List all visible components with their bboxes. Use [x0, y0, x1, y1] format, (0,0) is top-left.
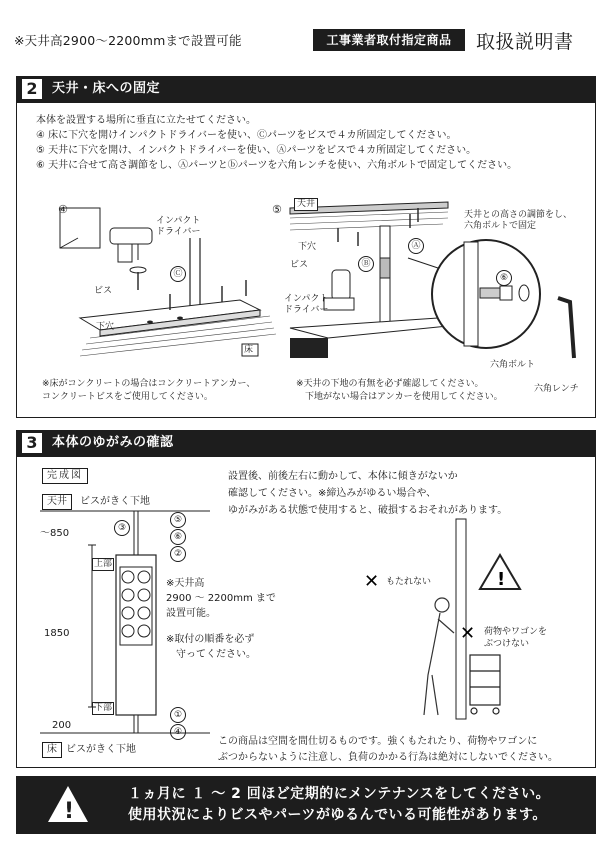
hex-bolt-label: 六角ボルト [490, 360, 536, 370]
fig5-pilot-label: 下穴 [298, 242, 317, 252]
instruction-line: ⑤ 天井に下穴を開け、インパクトドライバーを使い、Ⓐパーツをビスで４カ所固定してください。 [36, 145, 477, 156]
step5-marker: ⑤ [272, 203, 282, 216]
order-note: ※取付の順番を必ず 守ってください。 [166, 634, 256, 660]
hex-wrench-label: 六角レンチ [534, 384, 579, 394]
complete-label: 完成図 [42, 468, 88, 484]
height-range-note: ※天井高2900〜2200mmまで設置可能 [14, 33, 242, 48]
maintenance-text [128, 784, 550, 826]
section2-header [16, 76, 596, 102]
warning-illustration [364, 515, 570, 725]
part-b-marker: Ⓑ [358, 256, 374, 272]
page-title: 取扱説明書 [476, 31, 574, 53]
figure-step5 [268, 198, 588, 378]
fig4-screw-label: ビス [94, 286, 113, 296]
section2-title: 天井・床への固定 [52, 81, 161, 96]
section2-number: 2 [22, 79, 42, 99]
instruction-line: ⑥ 天井に合せて高さ調節をし、Ⓐパーツとⓑパーツを六角レンチを使い、六角ボルトで固定してください。 [36, 160, 518, 171]
no-lean-label: もたれない [386, 577, 432, 587]
fig5-adjust-note: 天井との高さの調節をし、 六角ボルトで固定 [464, 210, 573, 231]
fig4-driver-label: インパクト ドライバー [156, 216, 201, 237]
fig5-note: ※天井の下地の有無を必ず確認してください。 下地がない場合はアンカーを使用してください。 [296, 379, 503, 402]
instruction-line: 本体を設置する場所に垂直に立たせてください。 [36, 115, 256, 126]
fig5-driver-label: インパクト ドライバー [284, 294, 329, 315]
step6-marker: ⑥ [496, 270, 512, 286]
mark-1: ① [170, 707, 186, 723]
mark-5: ⑤ [170, 512, 186, 528]
completion-diagram [40, 505, 220, 745]
floor-tag: 床 [42, 742, 62, 758]
no-hit-label: 荷物やワゴンを ぶつけない [484, 627, 548, 649]
mark-2: ② [170, 546, 186, 562]
fig4-note: ※床がコンクリートの場合はコンクリートアンカー、 コンクリートビスをご使用してください。 [42, 379, 256, 402]
ceiling-text: ビスがきく下地 [80, 496, 150, 507]
step4-marker: ④ [58, 203, 68, 216]
dim-top: 〜850 [40, 528, 70, 539]
mark-3: ③ [114, 520, 130, 536]
ceiling-tag: 天井 [42, 494, 72, 510]
mark-4: ④ [170, 724, 186, 740]
section3-header [16, 430, 596, 456]
dim-mid: 1850 [44, 628, 70, 639]
section3-title: 本体のゆがみの確認 [52, 435, 174, 450]
section2-instructions [36, 113, 576, 173]
part-c-marker: Ⓒ [170, 266, 186, 282]
section3-number: 3 [22, 433, 42, 453]
svg-text:!: ! [64, 799, 75, 824]
lower-label: 下部 [94, 703, 113, 713]
fig4-floor-label: 床 [244, 345, 254, 355]
upper-label: 上部 [94, 559, 113, 569]
svg-text:✕: ✕ [364, 571, 380, 592]
maintenance-line: 使用状況によりビスやパーツがゆるんでいる可能性があります。 [128, 807, 547, 823]
svg-text:✕: ✕ [460, 623, 476, 644]
fig4-pilot-label: 下穴 [96, 322, 115, 332]
mark-6: ⑥ [170, 529, 186, 545]
height-note: ※天井高 2900 〜 2200mm まで 設置可能。 [166, 578, 276, 619]
dim-bottom: 200 [52, 720, 72, 731]
contractor-badge: 工事業者取付指定商品 [313, 29, 465, 51]
check-text: 設置後、前後左右に動かして、本体に傾きがないか 確認してください。※締込みがゆるい場合や、 ゆがみがある状態で使用すると、破損するおそれがあります。 [228, 471, 508, 516]
bottom-text: この商品は空間を間仕切るものです。強くもたれたり、荷物やワゴンに ぶつからないように注意し、負荷のかかる行為は絶対にしないでください。 [218, 736, 558, 763]
warning-icon [46, 784, 90, 824]
svg-text:!: ! [497, 569, 506, 590]
floor-text: ビスがきく下地 [66, 744, 136, 755]
part-a-marker: Ⓐ [408, 238, 424, 254]
fig5-ceiling-label: 天井 [294, 198, 318, 211]
fig5-screw-label: ビス [290, 260, 309, 270]
maintenance-line: １ヵ月に １ 〜 2 回ほど定期的にメンテナンスをしてください。 [128, 786, 551, 802]
figure-step4 [50, 198, 280, 368]
instruction-line: ④ 床に下穴を開けインパクトドライバーを使い、Ⓒパーツをビスで４カ所固定してください。 [36, 130, 457, 141]
maintenance-banner [16, 776, 596, 834]
